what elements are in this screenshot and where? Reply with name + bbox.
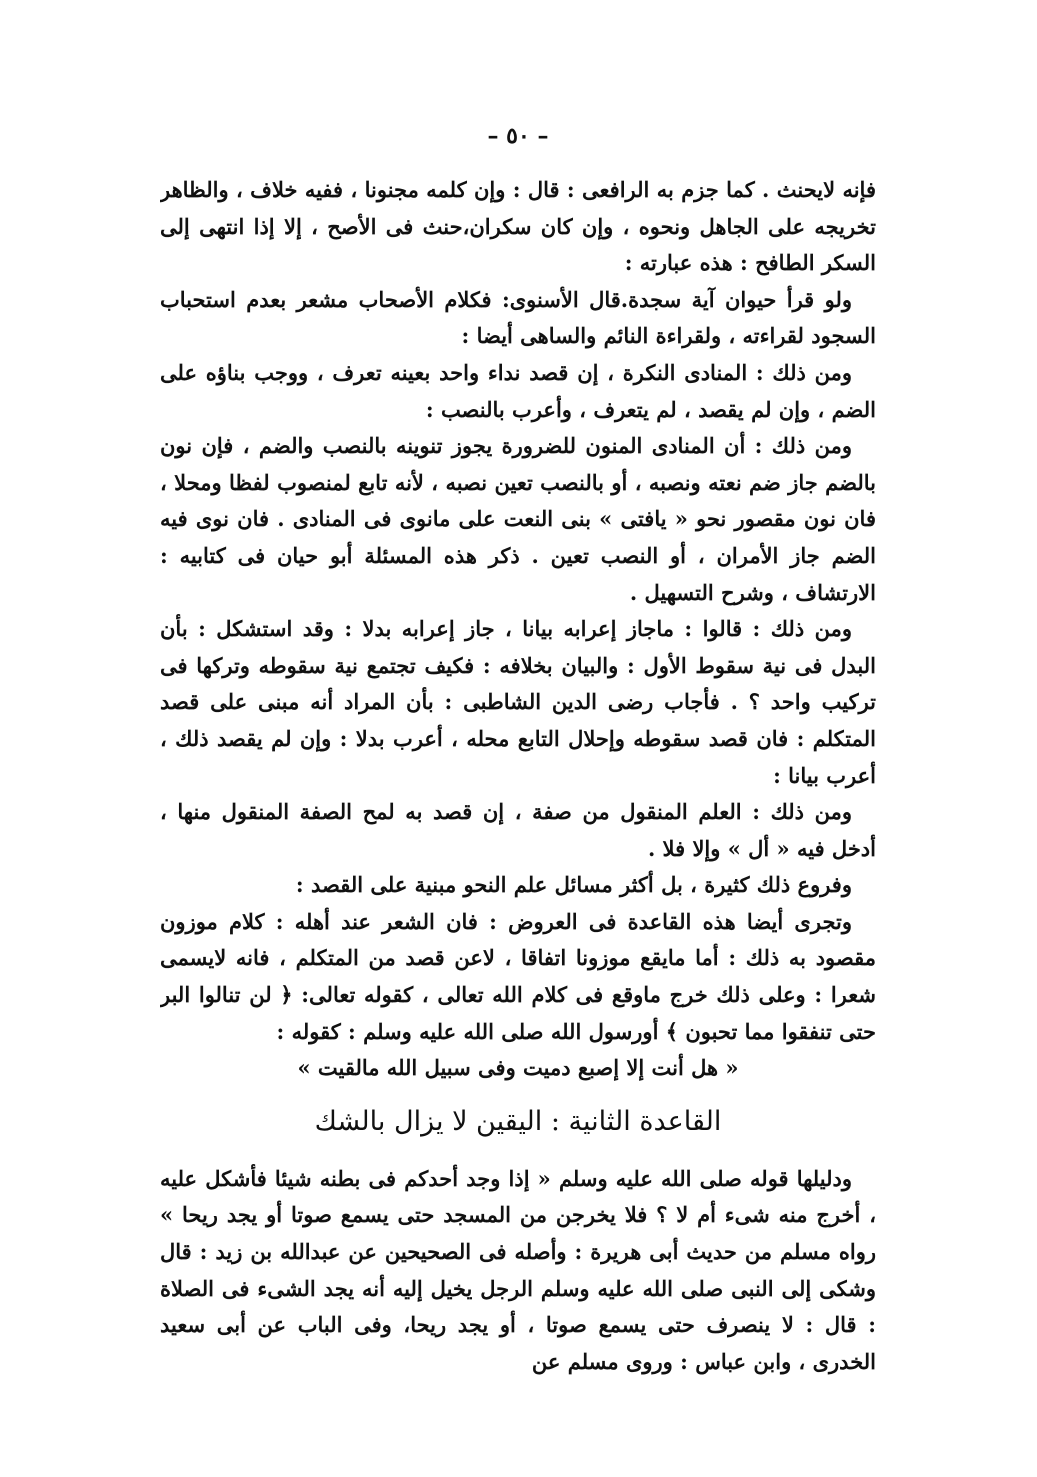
document-page xyxy=(160,110,876,1380)
paragraph: ومن ذلك : المنادى النكرة ، إن قصد نداء واحد بعينه تعرف ، ووجب بناؤه على الضم ، وإن لم يقصد ، لم يتعرف ، وأعرب بالنصب : xyxy=(160,359,876,422)
page-number: – ٥٠ – xyxy=(487,123,549,149)
paragraph: وتجرى أيضا هذه القاعدة فى العروض : فان الشعر عند أهله : كلام موزون مقصود به ذلك : أما مايقع موزونا اتفاقا ، لاعن قصد من المتكلم ، فانه لايسمى شعرا : وعلى ذلك خرج ماوقع فى كلام الله تعالى ، كقوله تعالى: ﴿ لن تنالوا البر حتى تنفقوا مما تحبون ﴾ أورسول الله صلى الله عليه وسلم : كقوله : xyxy=(160,908,876,1044)
paragraph: ولو قرأ حيوان آية سجدة.قال الأسنوى: فكلام الأصحاب مشعر بعدم استحباب السجود لقراءته ، ولقراءة النائم والساهى أيضا : xyxy=(160,286,876,349)
paragraph: ومن ذلك : قالوا : ماجاز إعرابه بيانا ، جاز إعرابه بدلا : وقد استشكل : بأن البدل فى نية سقوط الأول : والبيان بخلافه : فكيف تجتمع نية سقوطه وتركها فى تركيب واحد ؟ . فأجاب رضى الدين الشاطبى : بأن المراد أنه مبنى على قصد المتكلم : فان قصد سقوطه وإحلال التابع محله ، أعرب بدلا : وإن لم يقصد ذلك ، أعرب بيانا : xyxy=(160,616,876,788)
paragraph: ومن ذلك : العلم المنقول من صفة ، إن قصد به لمح الصفة المنقول منها ، أدخل فيه « أل » وإلا فلا . xyxy=(160,799,876,861)
paragraph: وفروع ذلك كثيرة ، بل أكثر مسائل علم النحو مبنية على القصد : xyxy=(295,872,852,898)
section-heading: القاعدة الثانية : اليقين لا يزال بالشك xyxy=(314,1105,722,1137)
poetry-verse: « هل أنت إلا إصبع دميت وفى سبيل الله مالقيت » xyxy=(297,1055,739,1081)
paragraph: فإنه لايحنث . كما جزم به الرافعى : قال : وإن كلمه مجنونا ، ففيه خلاف ، والظاهر تخريجه على الجاهل ونحوه ، وإن كان سكران،حنث فى الأصح ، إلا إذا انتهى إلى السكر الطافح : هذه عبارته : xyxy=(160,177,876,276)
paragraph: ودليلها قوله صلى الله عليه وسلم « إذا وجد أحدكم فى بطنه شيئا فأشكل عليه ، أخرج منه شىء أم لا ؟ فلا يخرجن من المسجد حتى يسمع صوتا أو يجد ريحا » رواه مسلم من حديث أبى هريرة : وأصله فى الصحيحين عن عبدالله بن زيد : قال وشكى إلى النبى صلى الله عليه وسلم الرجل يخيل إليه أنه يجد الشىء فى الصلاة : قال : لا ينصرف حتى يسمع صوتا ، أو يجد ريحا، وفى الباب عن أبى سعيد الخدرى ، وابن عباس : وروى مسلم عن xyxy=(160,1165,876,1374)
paragraph: ومن ذلك : أن المنادى المنون للضرورة يجوز تنوينه بالنصب والضم ، فإن نون بالضم جاز ضم نعته ونصبه ، أو بالنصب تعين نصبه ، لأنه تابع لمنصوب لفظا ومحلا ، فان نون مقصور نحو « يافتى » بنى النعت على مانوى فى المنادى . فان نوى فيه الضم جاز الأمران ، أو النصب تعين . ذكر هذه المسئلة أبو حيان فى كتابيه : الارتشاف ، وشرح التسهيل . xyxy=(160,433,876,605)
